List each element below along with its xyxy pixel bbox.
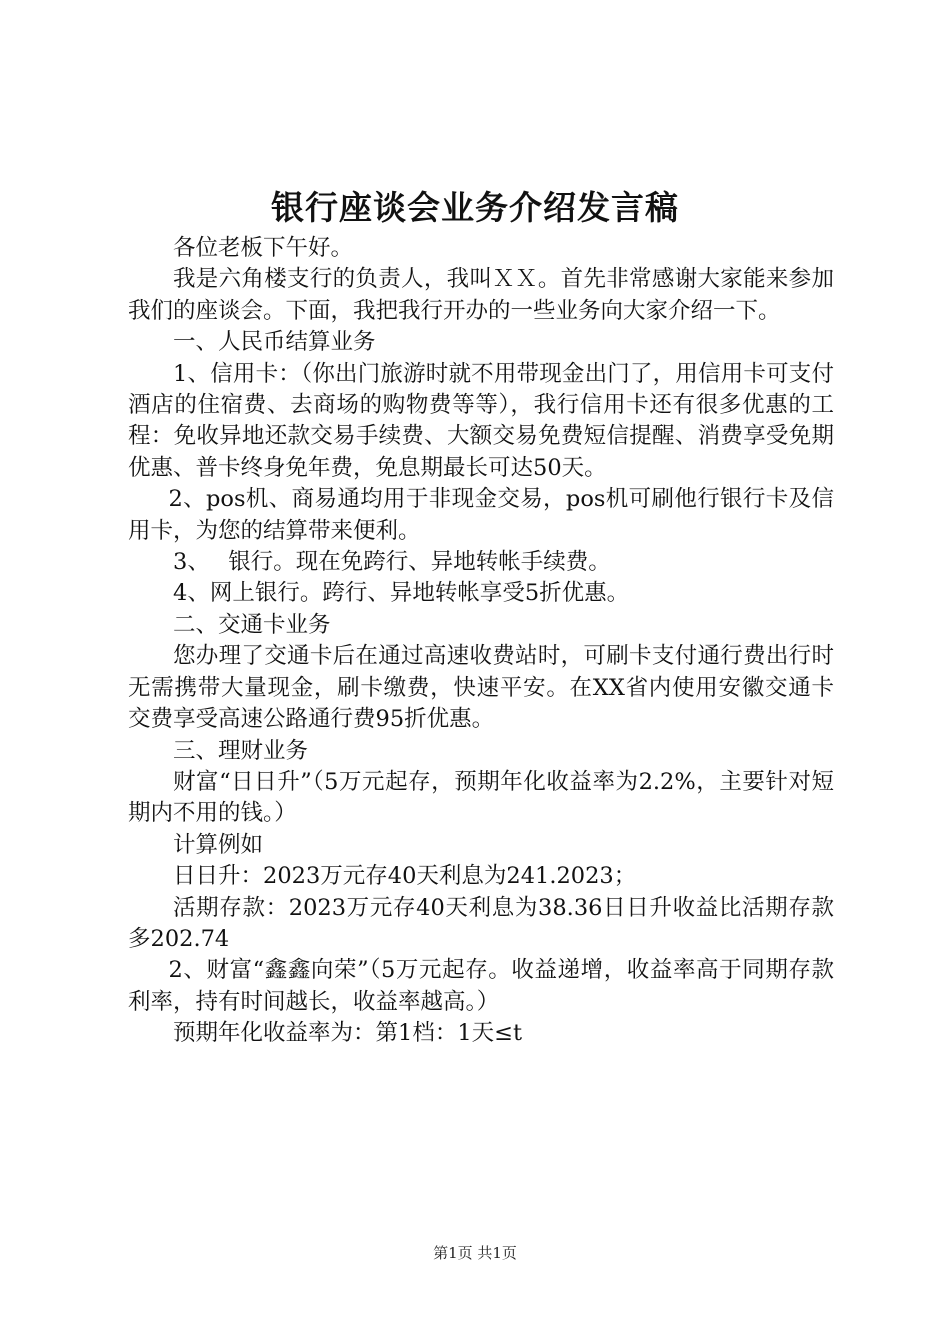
document-title: 银行座谈会业务介绍发言稿: [271, 188, 679, 227]
paragraph-expected-yield: 预期年化收益率为：第1档：1天≤t: [173, 1020, 523, 1047]
paragraph-traffic-card: 您办理了交通卡后在通过高速收费站时，可刷卡支付通行费出行时无需携带大量现金，刷卡缴费，快速平安。在XX省内使用安徽交通卡交费享受高速公路通行费95折优惠。: [128, 643, 834, 733]
paragraph-ririsheng: 财富“日日升”（5万元起存，预期年化收益率为2.2%，主要针对短期内不用的钱。）: [128, 768, 834, 827]
section-heading-traffic-card: 二、交通卡业务: [173, 611, 331, 638]
document-body: [128, 233, 834, 1050]
section-heading-rmb-settlement: 一、人民币结算业务: [173, 329, 376, 356]
paragraph-ririsheng-interest: 日日升：2023万元存40天利息为241.2023；: [173, 863, 637, 890]
paragraph-online-banking: 4、网上银行。跨行、异地转帐享受5折优惠。: [173, 580, 630, 607]
page-footer: 第1页 共1页: [433, 1244, 517, 1262]
paragraph-calc-example: 计算例如: [173, 831, 264, 858]
paragraph-demand-deposit: 活期存款：2023万元存40天利息为38.36日日升收益比活期存款多202.74: [128, 894, 834, 952]
section-heading-wealth: 三、理财业务: [173, 737, 309, 764]
paragraph-intro: 我是六角楼支行的负责人，我叫ＸＸ。首先非常感谢大家能来参加我们的座谈会。下面，我把我行开办的一些业务向大家介绍一下。: [128, 266, 834, 324]
paragraph-xinxinxiangrong: 2、财富“鑫鑫向荣”（5万元起存。收益递增，收益率高于同期存款利率，持有时间越长，收益率越高。）: [128, 957, 834, 1015]
paragraph-credit-card: 1、信用卡：（你出门旅游时就不用带现金出门了，用信用卡可支付酒店的住宿费、去商场的购物费等等），我行信用卡还有很多优惠的工程：免收异地还款交易手续费、大额交易免费短信提醒、消费享受免期优惠、普卡终身免年费，免息期最长可达50天。: [128, 360, 834, 481]
paragraph-pos: 2、pos机、商易通均用于非现金交易，pos机可刷他行银行卡及信用卡，为您的结算带来便利。: [128, 486, 834, 544]
paragraph-bank-transfer: 3、 银行。现在免跨行、异地转帐手续费。: [173, 549, 611, 576]
paragraph-greeting: 各位老板下午好。: [173, 235, 354, 261]
